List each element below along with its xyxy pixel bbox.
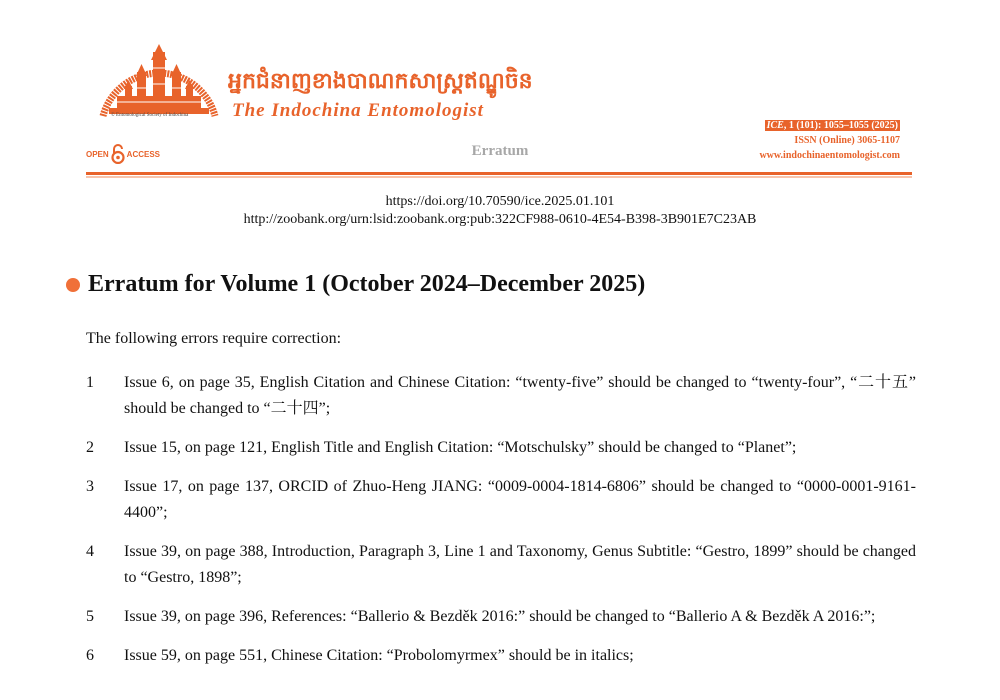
doi-link[interactable]: https://doi.org/10.70590/ice.2025.01.101 [385,194,615,209]
item-text: Issue 6, on page 35, English Citation and Chinese Citation: “twenty-five” should be changed to “twenty-four”, “二十五” should be changed to “二十四”; [124,374,916,417]
item-number: 4 [86,543,94,560]
item-number: 6 [86,647,94,664]
citation-badge [765,120,900,131]
item-text: Issue 39, on page 388, Introduction, Paragraph 3, Line 1 and Taxonomy, Genus Subtitle: “Gestro, 1899” should be changed to “Gestro, 1898”; [124,543,916,586]
article-heading [66,271,645,298]
intro-text: The following errors require correction: [86,330,342,347]
item-number: 2 [86,439,94,456]
article-title: Erratum for Volume 1 (October 2024–December 2025) [88,271,646,297]
article-type-label: Erratum [471,143,529,159]
journal-info [759,118,900,163]
citation-rest: , 1 (101): 1055–1055 (2025) [783,120,898,131]
header-divider [86,172,912,175]
list-item [86,435,916,461]
list-item [86,604,916,630]
journal-english-title: The Indochina Entomologist [232,100,484,121]
open-access-right: ACCESS [126,149,161,159]
identifiers [0,193,1000,229]
item-text: Issue 17, on page 137, ORCID of Zhuo-Heng JIANG: “0009-0004-1814-6806” should be changed to “0000-0001-9161-4400”; [124,478,916,521]
issn-text: ISSN (Online) 3065-1107 [794,135,900,146]
list-item [86,370,916,422]
seal-copyright-text: © Entomological Society of Indochina [111,113,189,118]
heading-bullet-icon [66,278,80,292]
header-divider-shadow [86,176,912,178]
journal-khmer-title: អ្នកជំនាញខាងបាណកសាស្ត្រឥណ្ឌូចិន [228,69,533,94]
item-text: Issue 39, on page 396, References: “Ballerio & Bezděk 2016:” should be changed to “Ballerio A & Bezděk A 2016:”; [124,608,876,625]
zoobank-link[interactable]: http://zoobank.org/urn:lsid:zoobank.org:pub:322CF988-0610-4E54-B398-3B901E7C23AB [243,212,757,227]
errata-list [86,370,916,682]
open-access-left: OPEN [86,149,109,159]
item-text: Issue 15, on page 121, English Title and English Citation: “Motschulsky” should be changed to “Planet”; [124,439,797,456]
list-item [86,643,916,669]
item-number: 3 [86,478,94,495]
website-link[interactable]: www.indochinaentomologist.com [759,150,900,161]
list-item [86,474,916,526]
item-text: Issue 59, on page 551, Chinese Citation: “Probolomyrmex” should be in italics; [124,647,634,664]
item-number: 1 [86,374,94,391]
citation-journal: ICE [766,120,784,131]
item-number: 5 [86,608,94,625]
list-item [86,539,916,591]
